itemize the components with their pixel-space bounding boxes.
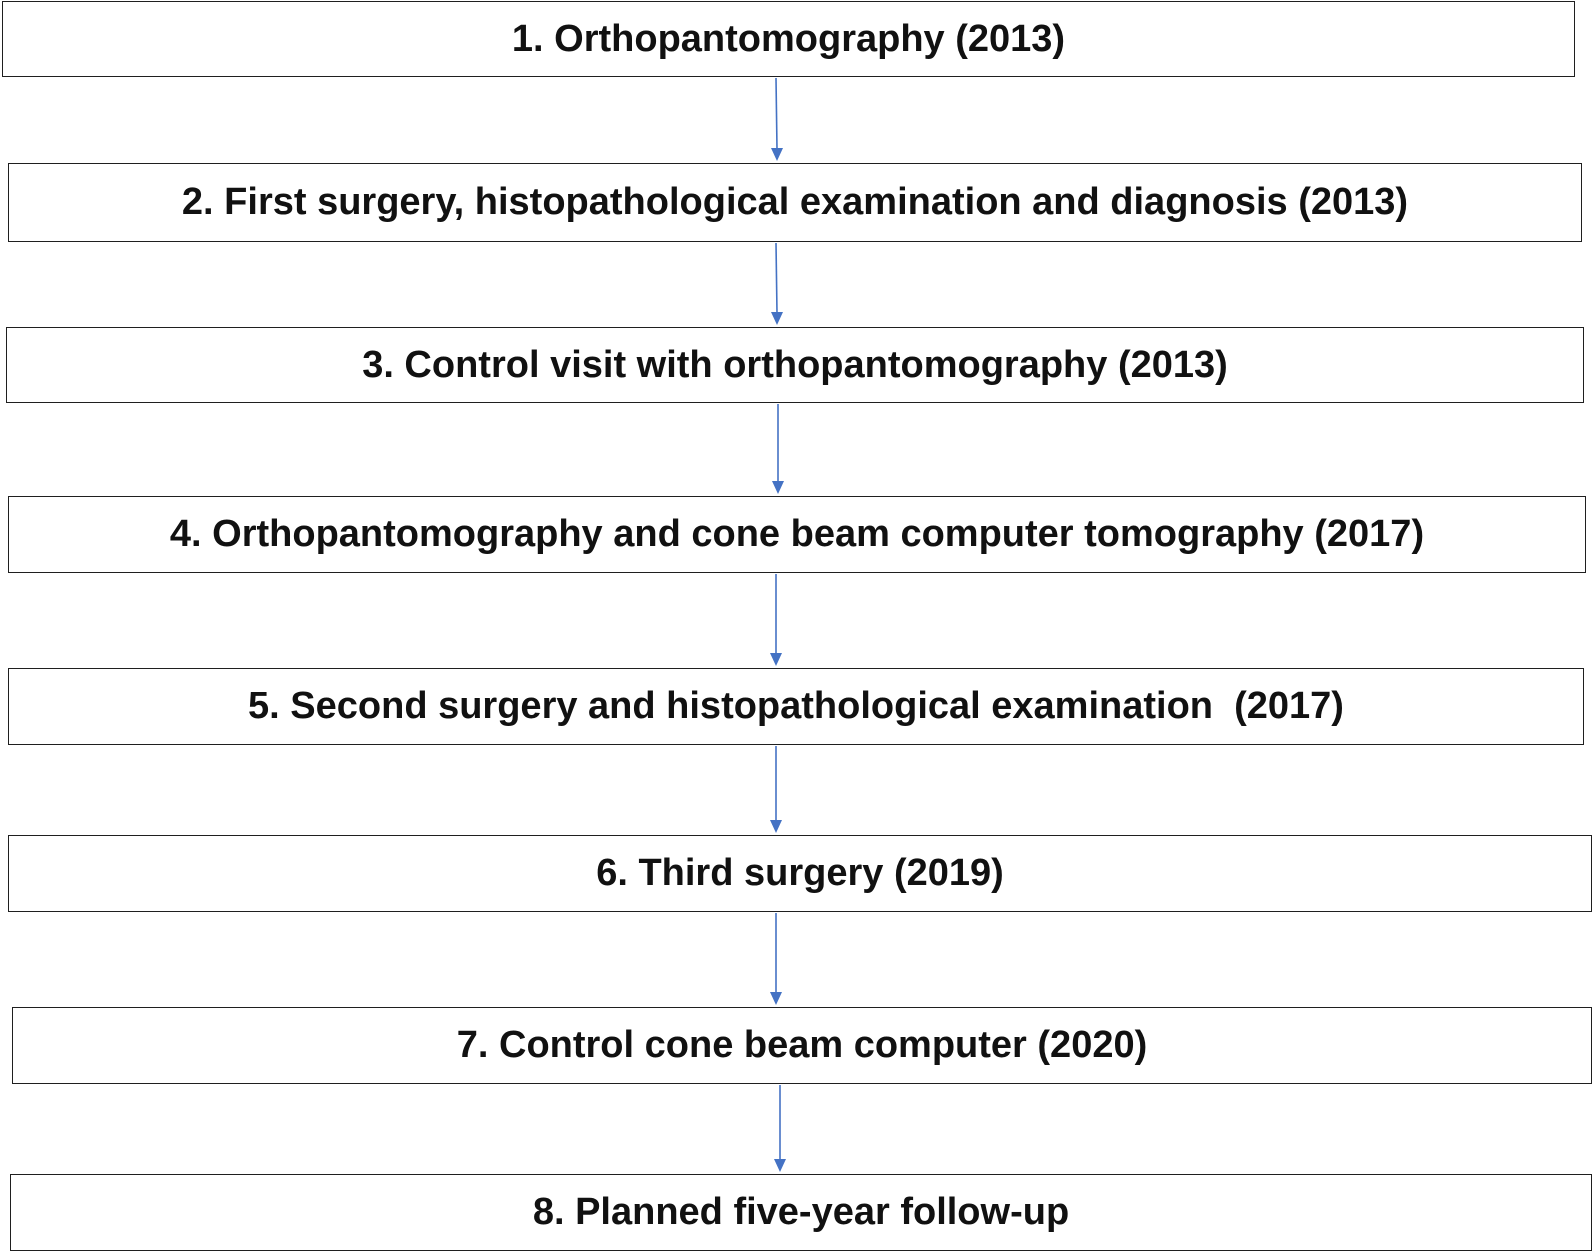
step-box-1 xyxy=(2,1,1575,77)
step-label-3: 3. Control visit with orthopantomography (2013) xyxy=(362,343,1228,386)
step-box-7 xyxy=(12,1007,1592,1084)
step-label-4: 4. Orthopantomography and cone beam computer tomography (2017) xyxy=(169,513,1425,555)
arrow-head-5 xyxy=(770,820,782,833)
step-box-3 xyxy=(6,327,1584,403)
step-label-5: 5. Second surgery and histopathological examination (2017) xyxy=(248,685,1344,727)
step-box-4 xyxy=(8,496,1586,573)
step-label-1: 1. Orthopantomography (2013) xyxy=(511,17,1066,60)
step-label-2: 2. First surgery, histopathological examination and diagnosis (2013) xyxy=(181,181,1409,223)
step-label-6: 6. Third surgery (2019) xyxy=(596,852,1004,894)
arrow-head-4 xyxy=(770,653,782,666)
arrow-head-1 xyxy=(771,148,783,161)
step-box-6 xyxy=(8,835,1592,912)
arrow-line-1 xyxy=(776,78,777,149)
step-label-8: 8. Planned five-year follow-up xyxy=(532,1191,1070,1233)
step-box-8 xyxy=(10,1174,1592,1251)
step-box-5 xyxy=(8,668,1584,745)
step-box-2 xyxy=(8,163,1582,242)
arrow-head-7 xyxy=(774,1159,786,1172)
arrow-line-2 xyxy=(776,243,777,313)
step-label-7: 7. Control cone beam computer (2020) xyxy=(456,1024,1148,1066)
arrow-head-2 xyxy=(771,312,783,325)
arrow-head-6 xyxy=(770,992,782,1005)
arrow-head-3 xyxy=(772,481,784,494)
